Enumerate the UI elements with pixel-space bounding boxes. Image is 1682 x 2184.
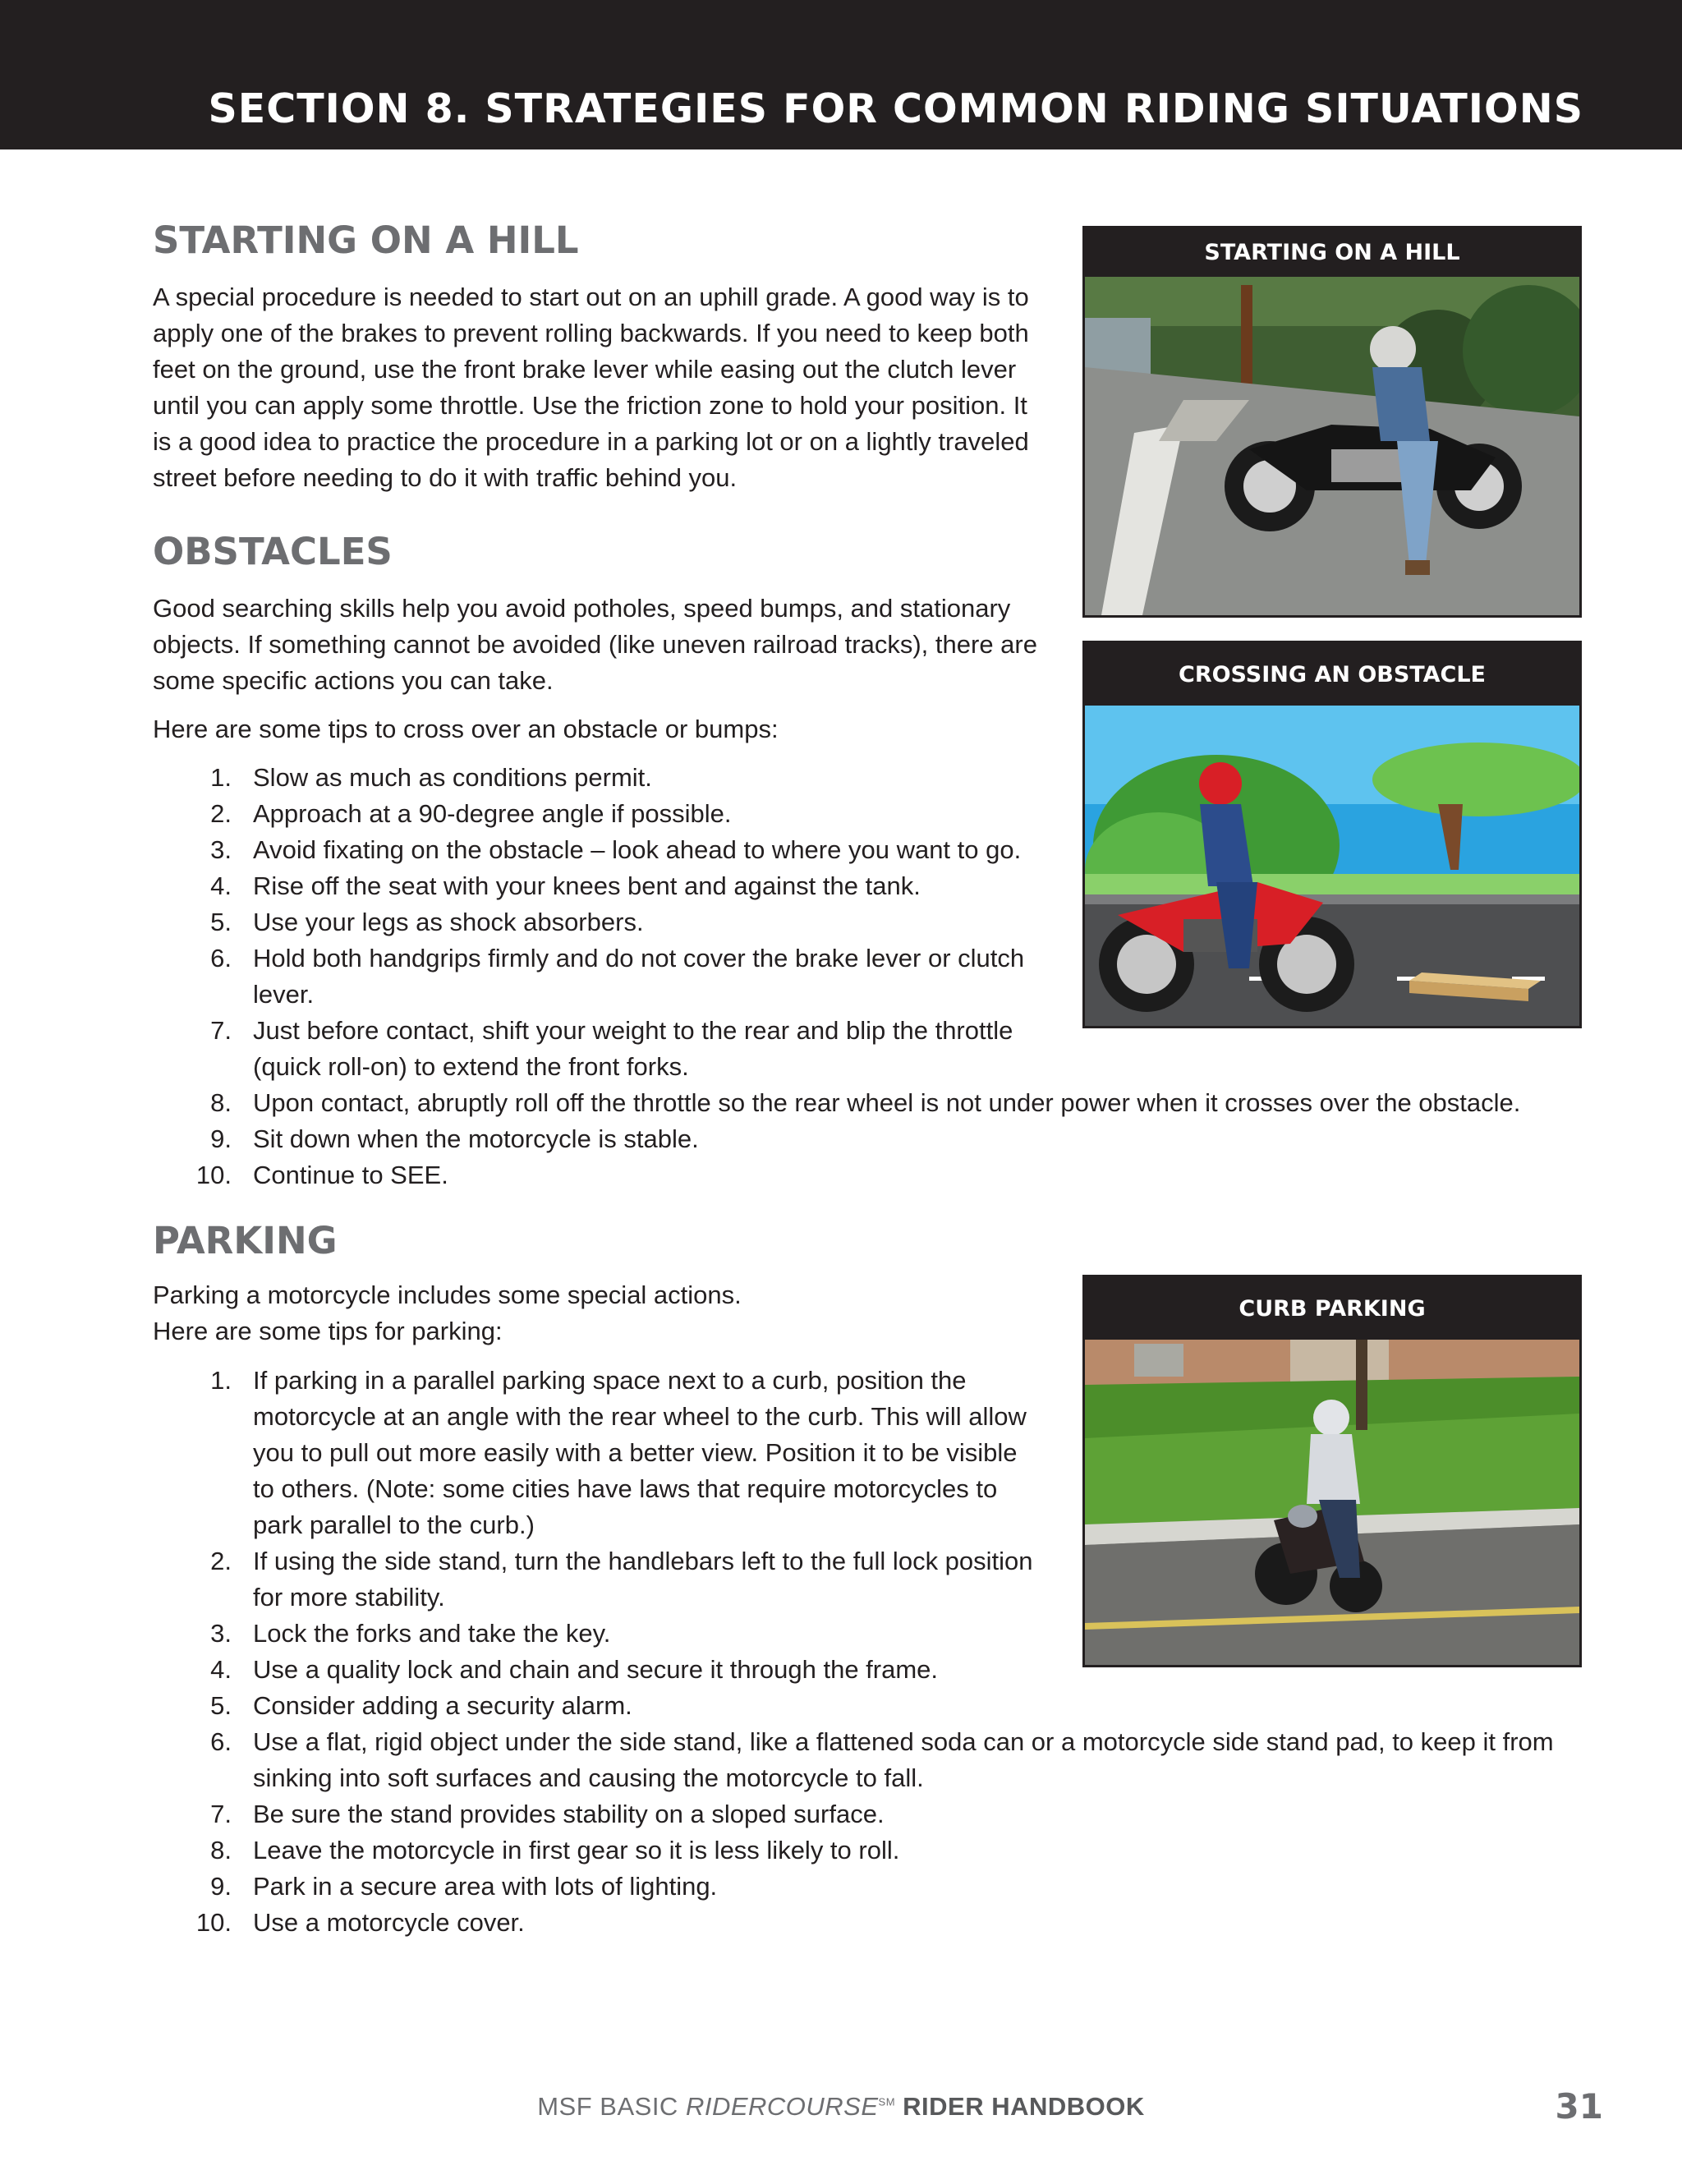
list-item: 9. Park in a secure area with lots of lighting. xyxy=(210,1872,718,1901)
figure-starting-on-hill xyxy=(1082,226,1582,618)
section-header-bar xyxy=(0,0,1682,149)
heading-starting-on-hill: STARTING ON A HILL xyxy=(153,218,579,262)
list-item: 1. Slow as much as conditions permit. xyxy=(210,763,652,792)
curb-parking-photo xyxy=(1085,1340,1579,1665)
figure-title: STARTING ON A HILL xyxy=(1085,228,1579,277)
footer-handbook-title: MSF BASIC RIDERCOURSE℠ RIDER HANDBOOK xyxy=(537,2092,1145,2121)
list-item: 4. Rise off the seat with your knees bent and against the tank. xyxy=(210,871,921,900)
list-item: 5. Consider adding a security alarm. xyxy=(210,1691,632,1720)
parking-paragraph: Parking a motorcycle includes some special actions. Here are some tips for parking: xyxy=(153,1281,742,1345)
list-item: 6. Hold both handgrips firmly and do not cover the brake lever or clutch lever. xyxy=(210,944,1025,1009)
list-item: 3. Lock the forks and take the key. xyxy=(210,1619,611,1648)
list-item: 4. Use a quality lock and chain and secure it through the frame. xyxy=(210,1655,939,1684)
list-item: 5. Use your legs as shock absorbers. xyxy=(210,908,644,936)
figure-curb-parking xyxy=(1082,1275,1582,1667)
list-item: 7. Just before contact, shift your weight to the rear and blip the throttle (quick roll-on) to extend the front forks. xyxy=(210,1016,1013,1081)
list-item: 10. Continue to SEE. xyxy=(195,1161,448,1189)
list-item: 10. Use a motorcycle cover. xyxy=(195,1908,525,1937)
figure-title: CROSSING AN OBSTACLE xyxy=(1085,643,1579,706)
obstacles-intro: Here are some tips to cross over an obstacle or bumps: xyxy=(153,715,779,743)
figure-title: CURB PARKING xyxy=(1085,1277,1579,1340)
heading-obstacles: OBSTACLES xyxy=(153,530,393,573)
heading-parking: PARKING xyxy=(153,1219,338,1262)
obstacle-illustration xyxy=(1085,706,1579,1026)
list-item: 3. Avoid fixating on the obstacle – look ahead to where you want to go. xyxy=(210,835,1022,864)
starting-hill-paragraph: A special procedure is needed to start out on an uphill grade. A good way is to apply one of the brakes to prevent rolling backwards. If you need to keep both feet on the ground, use the front brake lever while easing out the clutch lever until you can apply some throttle. Use the friction zone to hold your position. It is a good idea to practice the procedure in a parking lot or on a lightly traveled street before needing to do it with traffic behind you. xyxy=(153,283,1029,492)
list-item: 2. Approach at a 90-degree angle if possible. xyxy=(210,799,732,828)
figure-crossing-obstacle xyxy=(1082,641,1582,1028)
page-number: 31 xyxy=(1555,2086,1603,2127)
list-item: 6. Use a flat, rigid object under the side stand, like a flattened soda can or a motorcycle side stand pad, to keep it from sinking into soft surfaces and causing the motorcycle to fall. xyxy=(210,1727,1554,1792)
hill-start-photo xyxy=(1085,277,1579,615)
list-item: 2. If using the side stand, turn the handlebars left to the full lock position for more stability. xyxy=(210,1547,1033,1612)
list-item: 7. Be sure the stand provides stability on a sloped surface. xyxy=(210,1800,885,1828)
list-item: 1. If parking in a parallel parking space next to a curb, position the motorcycle at an angle with the rear wheel to the curb. This will allow you to pull out more easily with a better view. Position it to be visible to others. (Note: some cities have laws that require motorcycles to park parallel to the curb.) xyxy=(210,1366,1027,1539)
list-item: 9. Sit down when the motorcycle is stable. xyxy=(210,1124,699,1153)
list-item: 8. Leave the motorcycle in first gear so it is less likely to roll. xyxy=(210,1836,900,1864)
list-item: 8. Upon contact, abruptly roll off the throttle so the rear wheel is not under power when it crosses over the obstacle. xyxy=(210,1088,1521,1117)
obstacles-paragraph: Good searching skills help you avoid potholes, speed bumps, and stationary objects. If something cannot be avoided (like uneven railroad tracks), there are some specific actions you can take. xyxy=(153,594,1037,695)
section-title: SECTION 8. STRATEGIES FOR COMMON RIDING SITUATIONS xyxy=(208,85,1583,132)
